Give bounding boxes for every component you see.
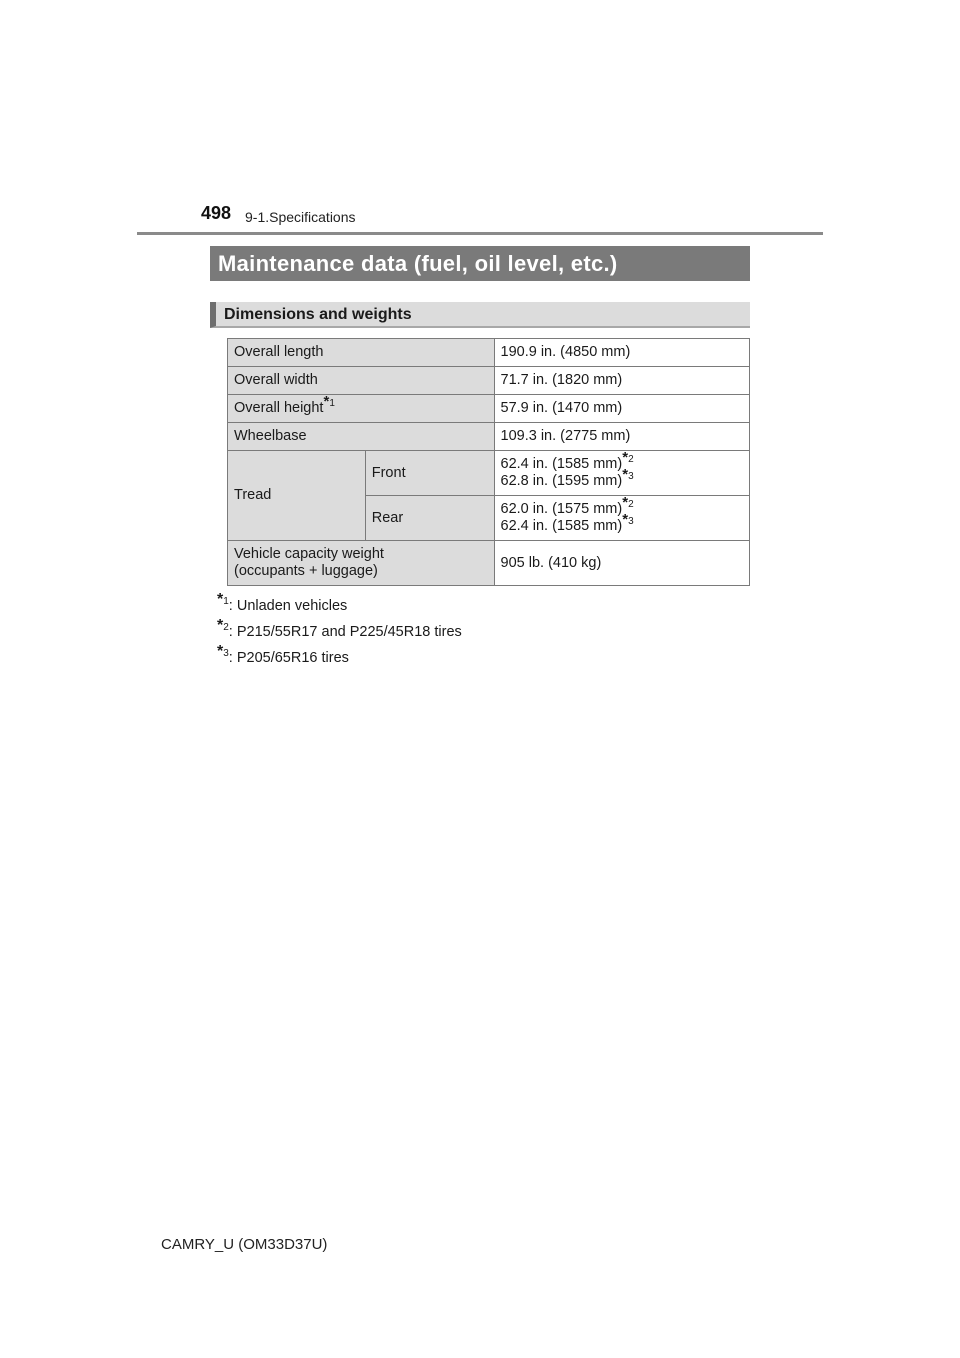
footnote: $^{*2}$: P215/55R17 and P225/45R18 tires	[217, 617, 462, 640]
tread-rear-value: 62.0 in. (1575 mm)$^{*2}$ 62.4 in. (1585 mm)$^{*3}$	[494, 496, 749, 541]
tread-label: Tread	[228, 451, 366, 541]
subsection-title: Dimensions and weights	[210, 302, 750, 328]
footnote-ref: *3	[622, 466, 634, 484]
row-label-text: Overall height	[234, 400, 324, 416]
tread-rear-label: Rear	[365, 496, 494, 541]
footnote-ref: *3	[622, 511, 634, 529]
header-rule	[137, 232, 823, 235]
page-title: Maintenance data (fuel, oil level, etc.)	[210, 246, 750, 281]
row-value: 905 lb. (410 kg)	[494, 541, 749, 586]
table-row	[228, 541, 750, 586]
footer-code: CAMRY_U (OM33D37U)	[161, 1236, 328, 1253]
row-label: Overall length	[228, 339, 495, 367]
page-number: 498	[201, 203, 232, 223]
tread-front-label: Front	[365, 451, 494, 496]
tread-front-value: 62.4 in. (1585 mm)$^{*2}$ 62.8 in. (1595 mm)$^{*3}$	[494, 451, 749, 496]
footnote-ref: *2	[622, 449, 634, 467]
table-row	[228, 395, 750, 423]
dimensions-table	[227, 338, 750, 586]
footnote: $^{*1}$: Unladen vehicles	[217, 591, 348, 614]
row-label: Wheelbase	[228, 423, 495, 451]
row-value: 190.9 in. (4850 mm)	[494, 339, 749, 367]
table-row	[228, 451, 750, 496]
table-row	[228, 367, 750, 395]
section-label: 9-1.Specifications	[245, 209, 356, 225]
footnote-ref: *2	[622, 494, 634, 512]
row-label: Overall width	[228, 367, 495, 395]
row-value: 109.3 in. (2775 mm)	[494, 423, 749, 451]
table-row	[228, 423, 750, 451]
row-label: Vehicle capacity weight (occupants + luggage)	[228, 541, 495, 586]
table-row	[228, 339, 750, 367]
row-value: 71.7 in. (1820 mm)	[494, 367, 749, 395]
row-value: 57.9 in. (1470 mm)	[494, 395, 749, 423]
footnotes	[217, 591, 462, 674]
row-label	[228, 395, 495, 423]
footnote-ref: *1	[323, 393, 335, 411]
footnote: $^{*3}$: P205/65R16 tires	[217, 643, 349, 666]
